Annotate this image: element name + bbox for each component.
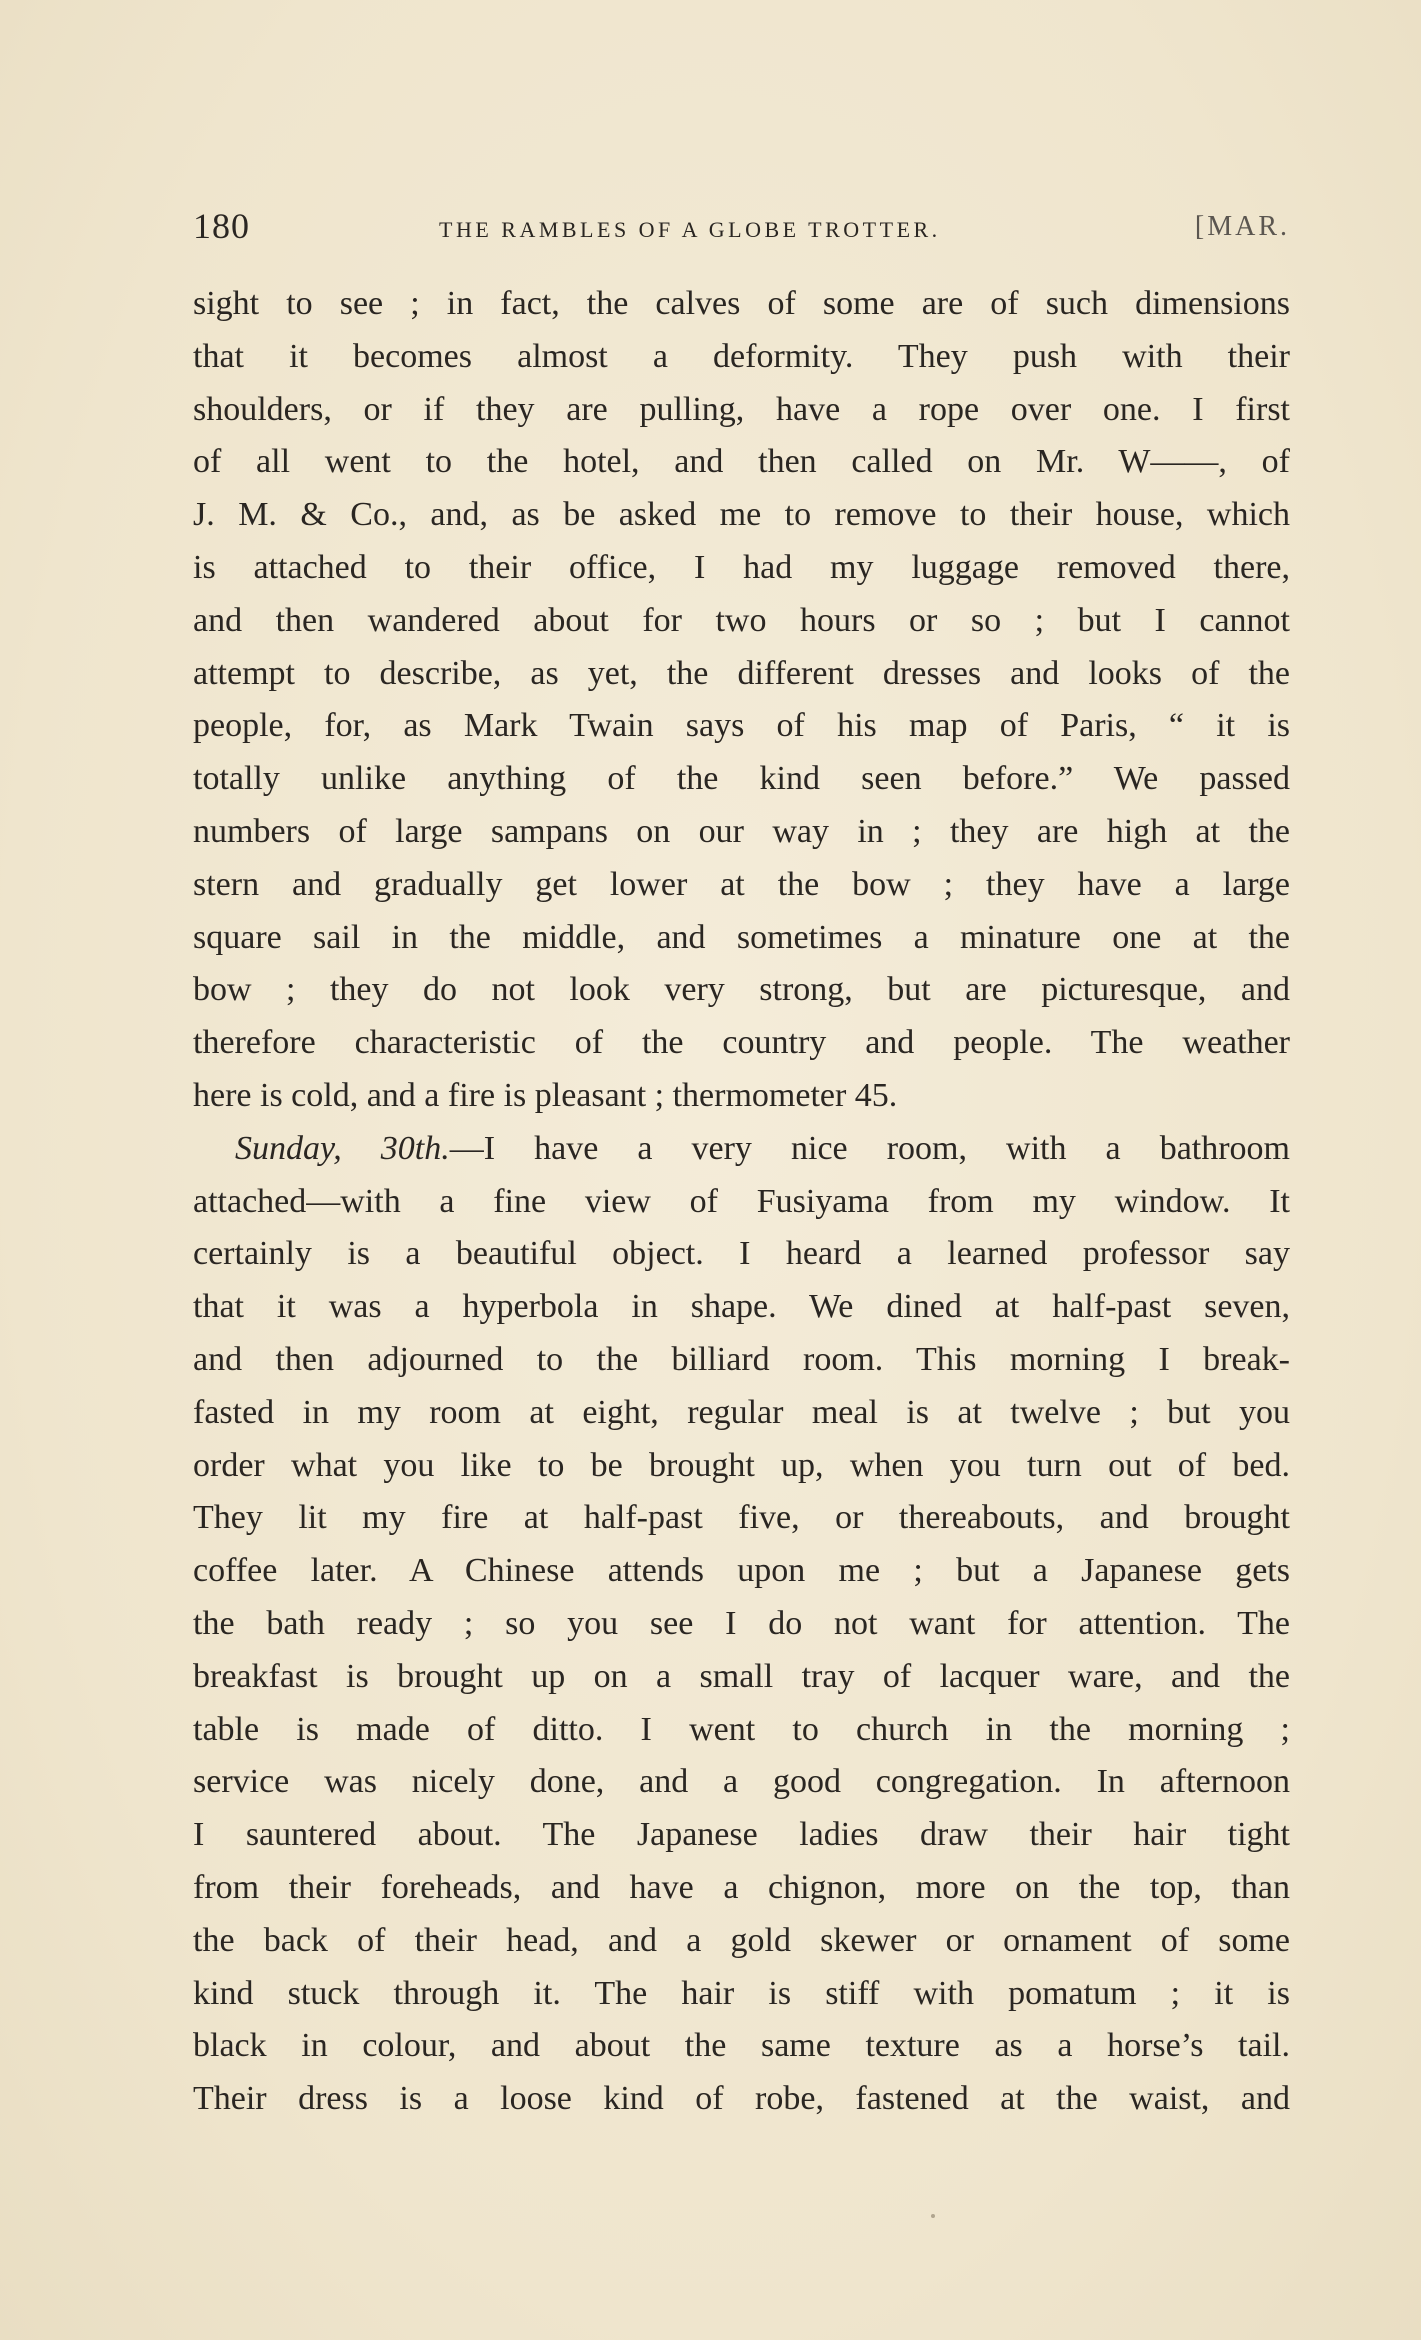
running-title: THE RAMBLES OF A GLOBE TROTTER. [439, 217, 941, 242]
entry-first-line-text: —I have a very nice room, with a bathroom [449, 1129, 1290, 1167]
text-line: service was nicely done, and a good congregation. In afternoon [193, 1763, 1290, 1801]
text-line: coffee later. A Chinese attends upon me ; but a Japanese gets [193, 1552, 1290, 1590]
text-line: sight to see ; in fact, the calves of some are of such dimensions [193, 285, 1290, 322]
page-number: 180 [193, 206, 250, 246]
text-line: totally unlike anything of the kind seen before.” We passed [193, 760, 1290, 798]
text-line: is attached to their office, I had my luggage removed there, [193, 548, 1290, 586]
paper-speck [931, 2214, 935, 2218]
text-line: Their dress is a loose kind of robe, fastened at the waist, and [193, 2080, 1290, 2118]
text-line: of all went to the hotel, and then called on Mr. W——, of [193, 443, 1290, 481]
text-line: numbers of large sampans on our way in ; they are high at the [193, 812, 1290, 850]
text-line: certainly is a beautiful object. I heard a learned professor say [193, 1235, 1290, 1273]
text-line: and then adjourned to the billiard room. This morning I break- [193, 1340, 1290, 1378]
text-line: therefore characteristic of the country and people. The weather [193, 1024, 1290, 1062]
text-line: stern and gradually get lower at the bow ; they have a large [193, 865, 1290, 903]
section-mark: [MAR. [1194, 211, 1290, 242]
page-header [193, 205, 1290, 255]
text-line: bow ; they do not look very strong, but are picturesque, and [193, 971, 1290, 1009]
entry-date-label: Sunday, 30th. [235, 1129, 450, 1167]
text-line: black in colour, and about the same texture as a horse’s tail. [193, 2027, 1290, 2065]
text-line: breakfast is brought up on a small tray of lacquer ware, and the [193, 1657, 1290, 1695]
text-line: and then wandered about for two hours or so ; but I cannot [193, 601, 1290, 639]
text-line: here is cold, and a fire is pleasant ; thermometer 45. [193, 1076, 898, 1114]
text-line: fasted in my room at eight, regular meal is at twelve ; but you [193, 1393, 1290, 1431]
text-line: people, for, as Mark Twain says of his map of Paris, “ it is [193, 707, 1290, 745]
text-line: the bath ready ; so you see I do not want for attention. The [193, 1604, 1290, 1642]
text-line: shoulders, or if they are pulling, have a rope over one. I first [193, 390, 1290, 428]
text-line: from their foreheads, and have a chignon, more on the top, than [193, 1868, 1290, 1906]
text-line: attempt to describe, as yet, the different dresses and looks of the [193, 654, 1290, 692]
text-line: J. M. & Co., and, as be asked me to remove to their house, which [193, 496, 1290, 534]
text-line: kind stuck through it. The hair is stiff with pomatum ; it is [193, 1974, 1290, 2012]
text-line: square sail in the middle, and sometimes a minature one at the [193, 918, 1290, 956]
text-line: table is made of ditto. I went to church in the morning ; [193, 1710, 1290, 1748]
diary-entry-first-line [193, 1123, 1290, 1176]
text-line: attached—with a fine view of Fusiyama from my window. It [193, 1182, 1290, 1220]
text-line: They lit my fire at half-past five, or thereabouts, and brought [193, 1499, 1290, 1537]
text-line: that it was a hyperbola in shape. We dined at half-past seven, [193, 1288, 1290, 1326]
text-line: I sauntered about. The Japanese ladies draw their hair tight [193, 1816, 1290, 1854]
text-line: order what you like to be brought up, when you turn out of bed. [193, 1446, 1290, 1484]
text-line: that it becomes almost a deformity. They push with their [193, 337, 1290, 375]
text-line: the back of their head, and a gold skewer or ornament of some [193, 1921, 1290, 1959]
page-body [193, 278, 1290, 2126]
